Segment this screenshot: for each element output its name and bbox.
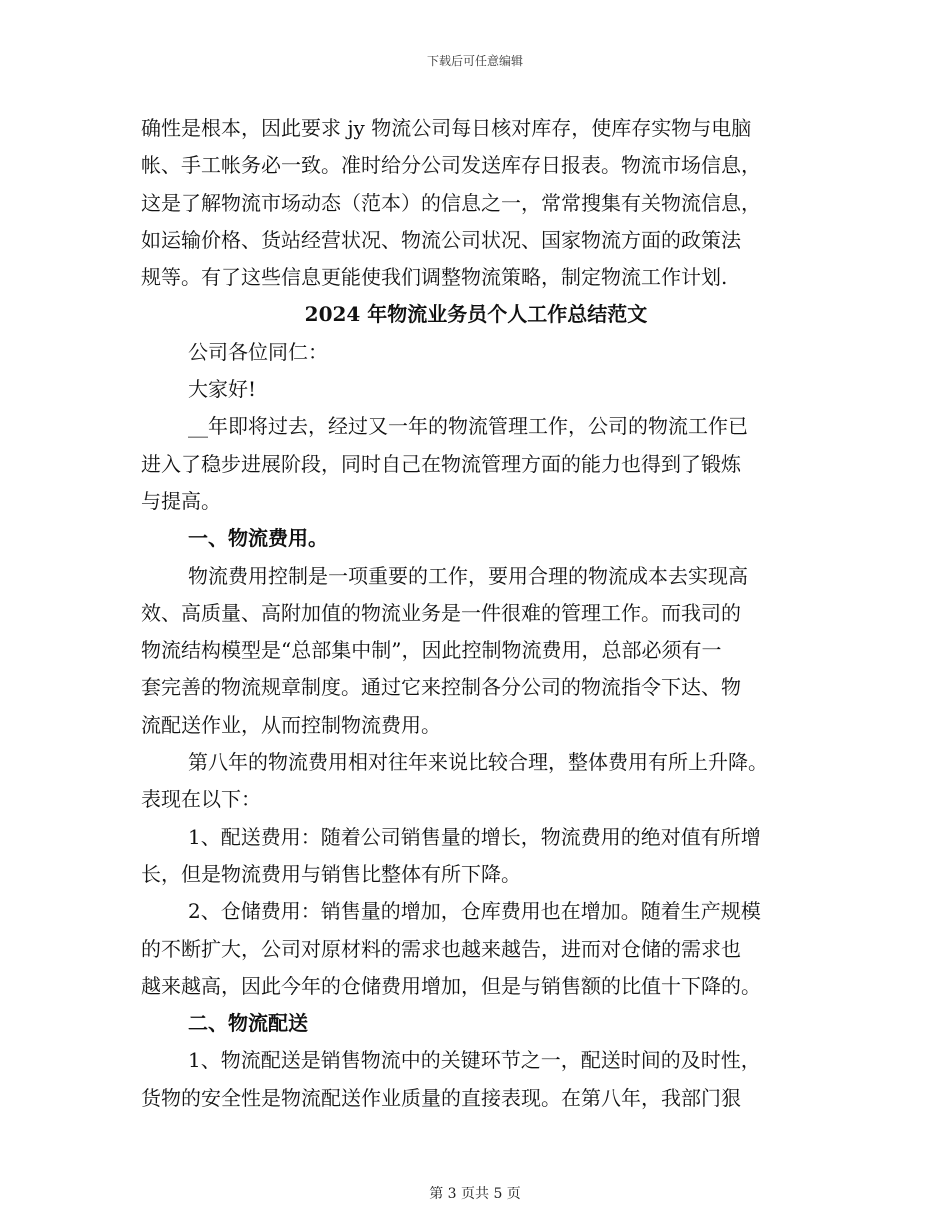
body-line: 流配送作业，从而控制物流费用。 [141, 712, 441, 737]
body-line: 与提高。 [141, 488, 221, 513]
page-header: 下载后可任意编辑 [426, 54, 523, 68]
body-line: 确性是根本，因此要求 jy 物流公司每日核对库存，使库存实物与电脑 [141, 116, 752, 140]
body-line: 套完善的物流规章制度。通过它来控制各分公司的物流指令下达、物 [141, 675, 741, 700]
document-title: 2024 年物流业务员个人工作总结范文 [304, 302, 648, 327]
body-line: 帐、手工帐务必一致。准时给分公司发送库存日报表。物流市场信息， [141, 153, 761, 178]
body-line: __年即将过去，经过又一年的物流管理工作，公司的物流工作已 [188, 414, 748, 439]
body-line: 物流费用控制是一项重要的工作，要用合理的物流成本去实现高 [188, 563, 748, 588]
body-line: 1、物流配送是销售物流中的关键环节之一，配送时间的及时性， [188, 1048, 761, 1073]
greeting: 大家好! [188, 377, 257, 402]
body-line: 1、配送费用：随着公司销售量的增长，物流费用的绝对值有所增 [188, 824, 761, 849]
body-line: 长，但是物流费用与销售比整体有所下降。 [141, 861, 521, 886]
body-line: 物流结构模型是“总部集中制”，因此控制物流费用，总部必须有一 [141, 638, 722, 663]
section-heading-1: 一、物流费用。 [188, 526, 328, 551]
body-line: 进入了稳步进展阶段，同时自己在物流管理方面的能力也得到了锻炼 [141, 451, 741, 476]
body-line: 效、高质量、高附加值的物流业务是一件很难的管理工作。而我司的 [141, 600, 741, 625]
body-line: 这是了解物流市场动态（范本）的信息之一，常常搜集有关物流信息， [141, 190, 761, 215]
document-body [141, 110, 811, 1117]
salutation: 公司各位同仁： [188, 339, 328, 364]
body-line: 2、仓储费用：销售量的增加，仓库费用也在增加。随着生产规模 [188, 899, 761, 924]
body-line: 规等。有了这些信息更能使我们调整物流策略，制定物流工作计划. [141, 265, 728, 290]
body-line: 第八年的物流费用相对往年来说比较合理，整体费用有所上升降。 [188, 750, 768, 775]
body-line: 越来越高，因此今年的仓储费用增加，但是与销售额的比值十下降的。 [141, 973, 761, 998]
page-number-footer: 第 3 页共 5 页 [429, 1186, 521, 1202]
body-line: 的不断扩大，公司对原材料的需求也越来越告，进而对仓储的需求也 [141, 936, 741, 961]
body-line: 表现在以下： [141, 787, 261, 812]
section-heading-2: 二、物流配送 [188, 1011, 308, 1036]
body-line: 如运输价格、货站经营状况、物流公司状况、国家物流方面的政策法 [141, 227, 741, 252]
body-line: 货物的安全性是物流配送作业质量的直接表现。在第八年，我部门狠 [141, 1085, 741, 1110]
